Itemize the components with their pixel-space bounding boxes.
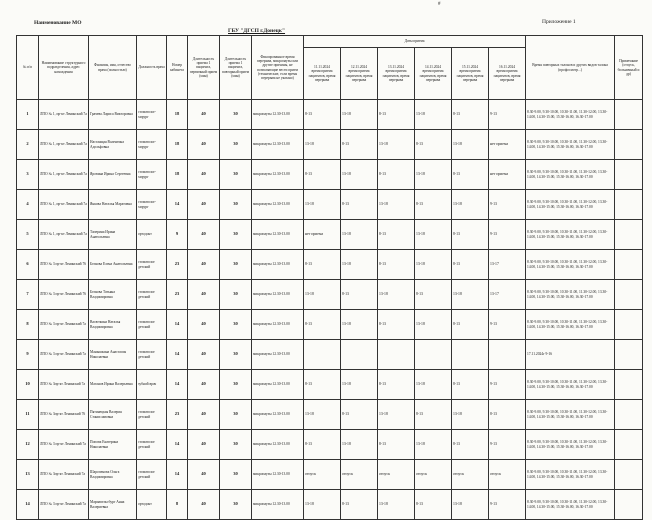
doctor-name-cell: Васюткина Наталья Владимировна	[89, 310, 137, 340]
duration-repeat-cell: 30	[220, 250, 252, 280]
break-time-cell: микропаузы 12.30-13.00	[252, 430, 304, 460]
day-slot-cell: 8-13	[304, 370, 341, 400]
day-slot-cell: отпуск	[304, 460, 341, 490]
note-cell	[615, 400, 643, 430]
table-row	[17, 250, 643, 280]
break-time-cell: микропаузы 12.30-13.00	[252, 370, 304, 400]
break-time-cell: микропаузы 12.30-13.00	[252, 340, 304, 370]
position-cell: стоматолог-хирург	[137, 130, 167, 160]
row-number: 7	[17, 280, 39, 310]
day-slot-cell: 13-18	[341, 250, 378, 280]
doctor-name-cell: Маганов Ирина Валерьевна	[89, 370, 137, 400]
date-header	[452, 48, 489, 100]
position-cell: стоматолог детский	[137, 430, 167, 460]
break-time-cell: микропаузы 12.30-13.00	[252, 220, 304, 250]
duration-first-cell: 40	[188, 460, 220, 490]
day-slot-cell: 8-13	[341, 130, 378, 160]
day-slot-cell: 8-13	[378, 100, 415, 130]
duration-first-cell: 40	[188, 310, 220, 340]
day-slot-cell: 8-13	[415, 280, 452, 310]
table-row	[17, 190, 643, 220]
day-slot-cell: отпуск	[452, 460, 489, 490]
break-time-cell: микропаузы 12.30-13.00	[252, 310, 304, 340]
col-header-days: Даты приема	[304, 36, 526, 48]
open-hours-cell: 8.30-9.00, 9.30-10.00, 10.30-11.00, 11.30-12.00, 13.30-14.00, 14.30-15.00, 15.30-16.00, 16.30-17.00	[526, 490, 615, 520]
note-cell	[615, 430, 643, 460]
day-slot-cell: нет приема	[304, 220, 341, 250]
day-slot-cell: 13-18	[341, 220, 378, 250]
cabinet-cell: 9	[167, 220, 188, 250]
day-slot-cell: 8-13	[341, 490, 378, 520]
doctor-name-cell: Пятинецкая Валерия Станиславовна	[89, 400, 137, 430]
day-slot-cell: 8-13	[378, 430, 415, 460]
day-slot-cell: 13-18	[415, 160, 452, 190]
day-slot-cell	[341, 340, 378, 370]
date-subheader: время приема пациентов, время перерыва	[419, 69, 447, 82]
day-slot-cell: 9-13	[489, 100, 526, 130]
day-slot-cell: 13-18	[415, 310, 452, 340]
day-slot-cell	[304, 340, 341, 370]
note-cell	[615, 250, 643, 280]
table-row	[17, 220, 643, 250]
day-slot-cell: 8-13	[304, 100, 341, 130]
cabinet-cell: 8	[167, 490, 188, 520]
position-cell: стоматолог детский	[137, 340, 167, 370]
day-slot-cell	[415, 340, 452, 370]
day-slot-cell: 8-13	[341, 190, 378, 220]
note-cell	[615, 130, 643, 160]
cabinet-cell: 18	[167, 100, 188, 130]
day-slot-cell	[452, 340, 489, 370]
open-hours-cell: 8.30-9.00, 9.30-10.00, 10.30-11.00, 11.30-12.00, 13.30-14.00, 14.30-15.00, 15.30-16.00, 16.30-17.00	[526, 250, 615, 280]
day-slot-cell: 8-13	[304, 310, 341, 340]
day-slot-cell: 8-13	[378, 310, 415, 340]
break-time-cell: микропаузы 12.30-13.00	[252, 490, 304, 520]
table-row	[17, 490, 643, 520]
day-slot-cell: нет приема	[489, 130, 526, 160]
doctor-name-cell: Грачева Лариса Викторовна	[89, 100, 137, 130]
duration-repeat-cell: 30	[220, 490, 252, 520]
date-header	[415, 48, 452, 100]
position-cell: стоматолог-хирург	[137, 190, 167, 220]
day-slot-cell: 8-13	[304, 430, 341, 460]
day-slot-cell: 8-13	[452, 370, 489, 400]
open-hours-cell: 8.30-9.00, 9.30-10.00, 10.30-11.00, 11.30-12.00, 13.30-14.00, 14.30-15.00, 15.30-16.00, 16.30-17.00	[526, 430, 615, 460]
day-slot-cell: 13-18	[304, 400, 341, 430]
note-cell	[615, 280, 643, 310]
duration-repeat-cell: 30	[220, 310, 252, 340]
day-slot-cell: 9-13	[489, 220, 526, 250]
division-cell: ЛПО № 1, пр-кт Ленинский 7а	[39, 190, 89, 220]
doctor-name-cell: Попова Екатерина Николаевна	[89, 430, 137, 460]
row-number: 4	[17, 190, 39, 220]
division-cell: ЛПО № 3 пр-кт Ленинский 7а	[39, 310, 89, 340]
day-slot-cell: 13-18	[378, 490, 415, 520]
duration-first-cell: 40	[188, 490, 220, 520]
table-row	[17, 100, 643, 130]
doctor-name-cell: Настаящая Валентина Адольфовна	[89, 130, 137, 160]
table-row	[17, 130, 643, 160]
day-slot-cell: 13-18	[341, 310, 378, 340]
date-label: 13.11.2024	[387, 65, 405, 70]
division-cell: ЛПО № 3пр-кт Ленинский 7а	[39, 460, 89, 490]
note-cell	[615, 490, 643, 520]
day-slot-cell: 13-18	[341, 100, 378, 130]
appendix-label: Приложение 1	[542, 19, 576, 25]
doctor-name-cell: Таперина Ирина Анатольевна	[89, 220, 137, 250]
duration-first-cell: 40	[188, 190, 220, 220]
date-subheader: время приема пациентов, время перерыва	[382, 69, 410, 82]
day-slot-cell: 8-13	[452, 100, 489, 130]
col-header-note: Примечание (отпуск, больничный и др)	[615, 36, 643, 100]
row-number: 1	[17, 100, 39, 130]
open-hours-cell: 8.30-9.00, 9.30-10.00, 10.30-11.00, 11.30-12.00, 13.30-14.00, 14.30-15.00, 15.30-16.00, 16.30-17.00	[526, 130, 615, 160]
row-number: 13	[17, 460, 39, 490]
break-time-cell: микропаузы 12.30-13.00	[252, 100, 304, 130]
position-cell: стоматолог детский	[137, 280, 167, 310]
cabinet-cell: 14	[167, 370, 188, 400]
day-slot-cell: 13-18	[341, 370, 378, 400]
date-label: 15.11.2024	[461, 65, 479, 70]
break-time-cell: микропаузы 12.30-13.00	[252, 460, 304, 490]
date-header	[304, 48, 341, 100]
organization-label: Наименование МО	[34, 20, 82, 26]
day-slot-cell: 13-18	[415, 370, 452, 400]
day-slot-cell: 8-13	[378, 250, 415, 280]
row-number: 2	[17, 130, 39, 160]
row-number: 6	[17, 250, 39, 280]
position-cell: стоматолог детский	[137, 250, 167, 280]
cabinet-cell: 14	[167, 340, 188, 370]
break-time-cell: микропаузы 12.30-13.00	[252, 250, 304, 280]
day-slot-cell: 8-13	[415, 190, 452, 220]
duration-repeat-cell: 30	[220, 280, 252, 310]
doctor-name-cell: Белкова Елена Анатольевна	[89, 250, 137, 280]
break-time-cell: микропаузы 12.30-13.00	[252, 400, 304, 430]
row-number: 10	[17, 370, 39, 400]
table-row	[17, 340, 643, 370]
break-time-cell: микропаузы 12.30-13.00	[252, 160, 304, 190]
open-hours-cell: 8.30-9.00, 9.30-10.00, 10.30-11.00, 11.30-12.00, 13.30-14.00, 14.30-15.00, 15.30-16.00, 16.30-17.00	[526, 280, 615, 310]
note-cell	[615, 310, 643, 340]
break-time-cell: микропаузы 12.30-13.00	[252, 130, 304, 160]
day-slot-cell: 9-13	[489, 310, 526, 340]
duration-first-cell: 40	[188, 250, 220, 280]
cabinet-cell: 18	[167, 160, 188, 190]
day-slot-cell: 13-18	[452, 190, 489, 220]
division-cell: ЛПО № 3 пр-кт Ленинский 76	[39, 250, 89, 280]
duration-first-cell: 40	[188, 280, 220, 310]
row-number: 9	[17, 340, 39, 370]
day-slot-cell: 8-13	[452, 430, 489, 460]
note-cell	[615, 370, 643, 400]
doctor-name-cell: Манышкина Анастасия Николаевна	[89, 340, 137, 370]
schedule-rows	[17, 100, 643, 520]
division-cell: ЛПО № 3пр-кт Ленинский 76	[39, 400, 89, 430]
day-slot-cell: отпуск	[489, 460, 526, 490]
day-slot-cell: 13-18	[378, 280, 415, 310]
date-label: 16.11.2024	[499, 65, 516, 70]
day-slot-cell: 13-18	[415, 430, 452, 460]
day-slot-cell	[489, 340, 526, 370]
day-slot-cell: 8-13	[415, 490, 452, 520]
division-cell: ЛПО № 1, пр-кт Ленинский 7а	[39, 130, 89, 160]
division-cell: ЛПО № 1, пр-кт Ленинский 7а	[39, 220, 89, 250]
date-subheader: время приема пациентов, время перерыва	[493, 69, 521, 82]
row-number: 3	[17, 160, 39, 190]
row-number: 5	[17, 220, 39, 250]
row-number: 8	[17, 310, 39, 340]
duration-repeat-cell: 30	[220, 370, 252, 400]
col-header-open: Время повторных талонов и других видов талона (профосмотр...)	[526, 36, 615, 100]
position-cell: стоматолог-хирург	[137, 160, 167, 190]
break-time-cell: микропаузы 12.30-13.00	[252, 280, 304, 310]
open-hours-cell: 8.30-9.00, 9.30-10.00, 10.30-11.00, 11.30-12.00, 13.30-14.00, 14.30-15.00, 15.30-16.00, 16.30-17.00	[526, 370, 615, 400]
cabinet-cell: 23	[167, 250, 188, 280]
doctor-name-cell: Янкова Наталья Маратовна	[89, 190, 137, 220]
duration-repeat-cell: 30	[220, 160, 252, 190]
duration-repeat-cell: 30	[220, 220, 252, 250]
note-cell	[615, 340, 643, 370]
division-cell: ЛПО № 3 пр-кт Ленинский 7а	[39, 340, 89, 370]
day-slot-cell: 8-13	[341, 400, 378, 430]
date-label: 11.11.2024	[314, 65, 330, 70]
day-slot-cell: 8-13	[452, 160, 489, 190]
day-slot-cell: 8-13	[452, 310, 489, 340]
duration-repeat-cell: 30	[220, 400, 252, 430]
note-cell	[615, 100, 643, 130]
note-cell	[615, 460, 643, 490]
duration-repeat-cell: 30	[220, 430, 252, 460]
date-label: 12.11.2024	[350, 65, 368, 70]
duration-first-cell: 40	[188, 160, 220, 190]
day-slot-cell: 13-18	[452, 130, 489, 160]
day-slot-cell: отпуск	[341, 460, 378, 490]
day-slot-cell: 13-18	[415, 220, 452, 250]
note-cell	[615, 190, 643, 220]
day-slot-cell: 13-18	[304, 280, 341, 310]
date-header	[378, 48, 415, 100]
duration-first-cell: 40	[188, 100, 220, 130]
day-slot-cell: 13-18	[304, 490, 341, 520]
day-slot-cell: 13-17	[489, 250, 526, 280]
day-slot-cell	[378, 340, 415, 370]
schedule-table	[16, 35, 643, 520]
day-slot-cell: 13-18	[415, 100, 452, 130]
table-row	[17, 400, 643, 430]
duration-first-cell: 40	[188, 340, 220, 370]
duration-repeat-cell: 30	[220, 100, 252, 130]
day-slot-cell: 13-18	[304, 130, 341, 160]
table-row	[17, 460, 643, 490]
organization-name: ГБУ "ДГСП г.Донецк"	[228, 28, 286, 34]
position-cell: стоматолог детский	[137, 310, 167, 340]
date-header	[489, 48, 526, 100]
note-cell	[615, 220, 643, 250]
day-slot-cell: 8-13	[341, 280, 378, 310]
duration-repeat-cell: 30	[220, 130, 252, 160]
day-slot-cell: 13-18	[341, 160, 378, 190]
day-slot-cell: 13-18	[378, 130, 415, 160]
page-mark: #	[438, 2, 441, 7]
table-row	[17, 310, 643, 340]
cabinet-cell: 14	[167, 190, 188, 220]
row-number: 14	[17, 490, 39, 520]
position-cell: стоматолог-хирург	[137, 100, 167, 130]
day-slot-cell: 13-18	[341, 430, 378, 460]
note-cell	[615, 160, 643, 190]
open-hours-cell: 8.30-9.00, 9.30-10.00, 10.30-11.00, 11.30-12.00, 13.30-14.00, 14.30-15.00, 15.30-16.00, 16.30-17.00	[526, 100, 615, 130]
position-cell: ортодонт	[137, 490, 167, 520]
col-header-division: Наименование структурного подразделения, адрес нахождения	[39, 36, 89, 100]
row-number: 12	[17, 430, 39, 460]
day-slot-cell: 13-18	[304, 190, 341, 220]
day-slot-cell: 8-13	[378, 220, 415, 250]
cabinet-cell: 23	[167, 280, 188, 310]
position-cell: ортодонт	[137, 220, 167, 250]
date-header	[341, 48, 378, 100]
table-row	[17, 370, 643, 400]
position-cell: зубной врач	[137, 370, 167, 400]
day-slot-cell: отпуск	[378, 460, 415, 490]
date-subheader: время приема пациентов, время перерыва	[345, 69, 373, 82]
division-cell: ЛПО № 1, пр-кт Ленинский 7а	[39, 100, 89, 130]
doctor-name-cell: Шаропенова Ольга Владимировна	[89, 460, 137, 490]
duration-repeat-cell: 30	[220, 190, 252, 220]
col-header-dur2: Длительность приема 1 пациента, повторный прием (мин)	[220, 36, 252, 100]
division-cell: ЛПО № 3 пр-кт Ленинский 76	[39, 280, 89, 310]
day-slot-cell: 9-13	[489, 370, 526, 400]
col-header-position: Должность врача	[137, 36, 167, 100]
duration-first-cell: 40	[188, 400, 220, 430]
day-slot-cell: 13-18	[452, 280, 489, 310]
day-slot-cell: 9-13	[489, 490, 526, 520]
day-slot-cell: 8-13	[378, 370, 415, 400]
col-header-cabinet: Номер кабинета	[167, 36, 188, 100]
day-slot-cell: отпуск	[415, 460, 452, 490]
day-slot-cell: 8-13	[415, 130, 452, 160]
day-slot-cell: 9-13	[489, 430, 526, 460]
table-row	[17, 430, 643, 460]
day-slot-cell: 8-13	[452, 220, 489, 250]
break-time-cell: микропаузы 12.30-13.00	[252, 190, 304, 220]
division-cell: ЛПО № 1, пр-кт Ленинский 7а	[39, 160, 89, 190]
cabinet-cell: 18	[167, 130, 188, 160]
division-cell: ЛПО № 3пр-кт Ленинский 7а	[39, 370, 89, 400]
open-hours-cell: 8.30-9.00, 9.30-10.00, 10.30-11.00, 11.30-12.00, 13.30-14.00, 14.30-15.00, 15.30-16.00, 16.30-17.00	[526, 190, 615, 220]
day-slot-cell: 9-13	[489, 190, 526, 220]
duration-first-cell: 40	[188, 220, 220, 250]
day-slot-cell: 8-13	[452, 250, 489, 280]
duration-first-cell: 40	[188, 430, 220, 460]
doctor-name-cell: Мариапельсбург Анна Валериевна	[89, 490, 137, 520]
day-slot-cell: 13-18	[415, 250, 452, 280]
doctor-name-cell: Яровина Ирина Сергеевна	[89, 160, 137, 190]
doctor-name-cell: Белкова Татьяна Владимировна	[89, 280, 137, 310]
open-hours-cell: 17.11.2024г 9-16	[526, 340, 615, 370]
day-slot-cell: 8-13	[489, 400, 526, 430]
division-cell: ЛПО № 3 пр-кт Ленинский 7а	[39, 490, 89, 520]
cabinet-cell: 23	[167, 400, 188, 430]
division-cell: ЛПО № 3 пр-кт Ленинский 7а	[39, 430, 89, 460]
day-slot-cell: 13-17	[489, 280, 526, 310]
day-slot-cell: нет приема	[489, 160, 526, 190]
date-subheader: время приема пациентов, время перерыва	[456, 69, 484, 82]
day-slot-cell: 8-13	[304, 160, 341, 190]
duration-first-cell: 40	[188, 130, 220, 160]
position-cell: стоматолог детский	[137, 460, 167, 490]
table-row	[17, 160, 643, 190]
date-subheader: время приема пациентов, время перерыва	[308, 69, 336, 82]
open-hours-cell: 8.30-9.00, 9.30-10.00, 10.30-11.00, 11.30-12.00, 13.30-14.00, 14.30-15.00, 15.30-16.00, 16.30-17.00	[526, 460, 615, 490]
day-slot-cell: 13-18	[378, 400, 415, 430]
open-hours-cell: 8.30-9.00, 9.30-10.00, 10.30-11.00, 11.30-12.00, 13.30-14.00, 14.30-15.00, 15.30-16.00, 16.30-17.00	[526, 220, 615, 250]
position-cell: стоматолог детский	[137, 400, 167, 430]
open-hours-cell: 8.30-9.00, 9.30-10.00, 10.30-11.00, 11.30-12.00, 13.30-14.00, 14.30-15.00, 15.30-16.00, 16.30-17.00	[526, 310, 615, 340]
date-label: 14.11.2024	[424, 65, 442, 70]
duration-repeat-cell: 30	[220, 460, 252, 490]
col-header-name: Фамилия, имя, отчество врача (полностью)	[89, 36, 137, 100]
col-header-fixed: Фиксированное время перерыва, микропаузы или другие причины, не позволяющие вести прием (технические, если время перерыва не указано)	[252, 36, 304, 100]
cabinet-cell: 14	[167, 460, 188, 490]
col-header-dur1: Длительность приема 1 пациента, первичный прием (мин)	[188, 36, 220, 100]
day-slot-cell: 8-13	[304, 250, 341, 280]
col-header-no: № п/п	[17, 36, 39, 100]
row-number: 11	[17, 400, 39, 430]
duration-repeat-cell: 30	[220, 340, 252, 370]
day-slot-cell: 8-13	[415, 400, 452, 430]
open-hours-cell: 8.30-9.00, 9.30-10.00, 10.30-11.00, 11.30-12.00, 13.30-14.00, 14.30-15.00, 15.30-16.00, 16.30-17.00	[526, 400, 615, 430]
day-slot-cell: 13-18	[378, 190, 415, 220]
day-slot-cell: 13-18	[452, 490, 489, 520]
day-slot-cell: 8-13	[378, 160, 415, 190]
day-slot-cell: 13-18	[452, 400, 489, 430]
table-row	[17, 280, 643, 310]
open-hours-cell: 8.30-9.00, 9.30-10.00, 10.30-11.00, 11.30-12.00, 13.30-14.00, 14.30-15.00, 15.30-16.00, 16.30-17.00	[526, 160, 615, 190]
cabinet-cell: 14	[167, 310, 188, 340]
cabinet-cell: 14	[167, 430, 188, 460]
duration-first-cell: 40	[188, 370, 220, 400]
